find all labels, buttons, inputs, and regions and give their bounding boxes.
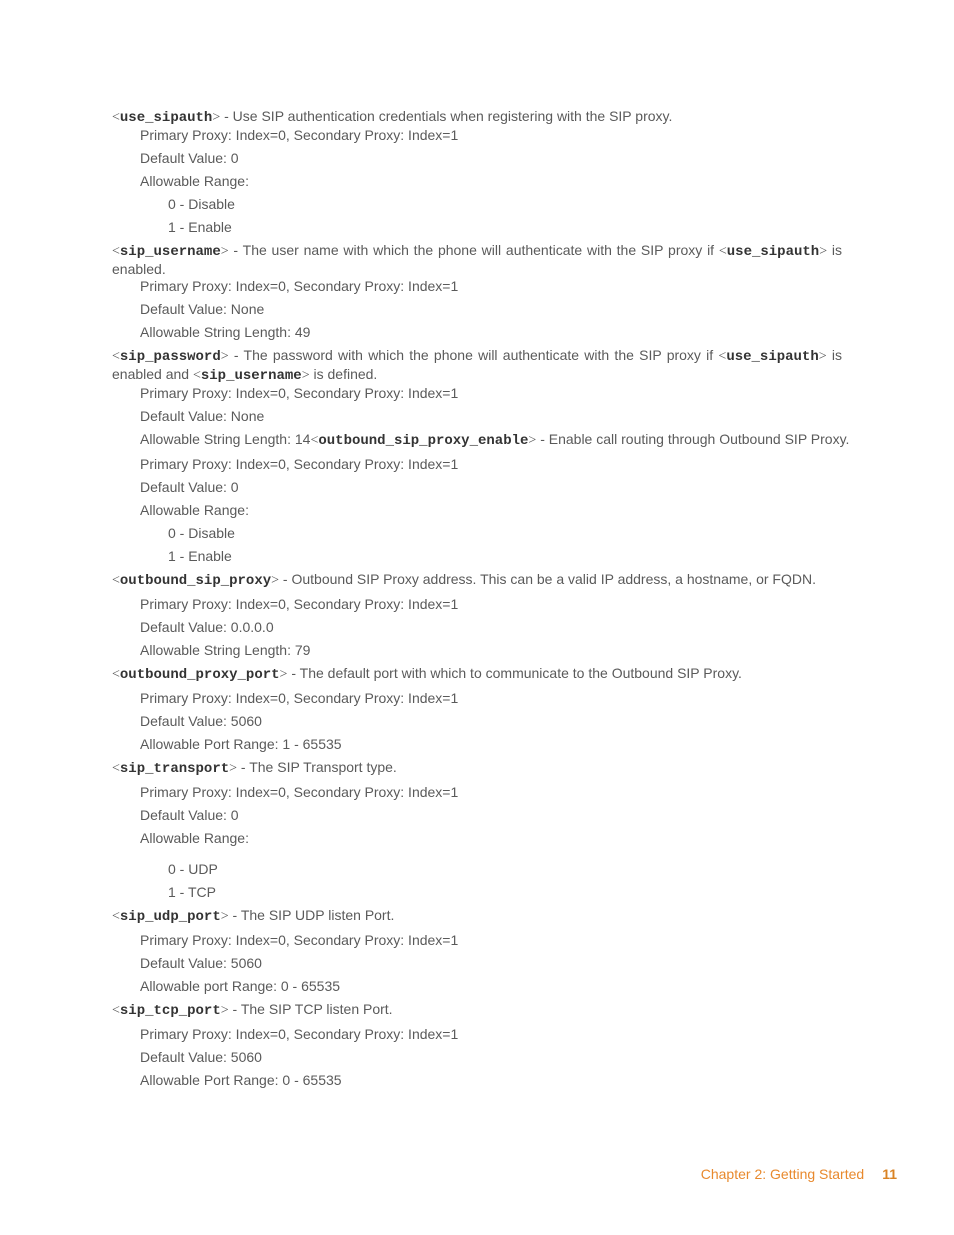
param-description: - Outbound SIP Proxy address. This can be a valid IP address, a hostname, or FQDN.: [279, 571, 816, 587]
page-number: 11: [882, 1166, 897, 1182]
param-name: sip_tcp_port: [119, 1003, 221, 1019]
param-name: use_sipauth: [119, 110, 213, 126]
default-line: Default Value: None: [140, 408, 265, 424]
param-sip-transport: <sip_transport> - The SIP Transport type.: [112, 759, 397, 777]
param-name: sip_password: [119, 349, 221, 365]
param-sip-username: <sip_username> - The user name with which the phone will authenticate with the SIP proxy if <use_sipauth> is enabled.: [112, 242, 842, 277]
range-option: 0 - Disable: [168, 525, 235, 541]
param-description: - Enable call routing through Outbound SIP Proxy.: [536, 431, 850, 447]
default-line: Default Value: None: [140, 301, 265, 317]
document-body: [112, 108, 850, 1089]
param-ref: use_sipauth: [726, 244, 820, 260]
range-line: Allowable port Range: 0 - 65535: [140, 978, 341, 994]
range-option: 0 - UDP: [168, 861, 218, 877]
index-line: Primary Proxy: Index=0, Secondary Proxy: Index=1: [140, 385, 459, 401]
index-line: Primary Proxy: Index=0, Secondary Proxy: Index=1: [140, 456, 459, 472]
default-line: Default Value: 5060: [140, 713, 262, 729]
default-line: Default Value: 0: [140, 150, 239, 166]
index-line: Primary Proxy: Index=0, Secondary Proxy: Index=1: [140, 1026, 459, 1042]
param-ref: use_sipauth: [726, 349, 819, 365]
range-label: Allowable Range:: [140, 830, 249, 846]
param-description: - The SIP UDP listen Port.: [228, 907, 395, 923]
param-name: outbound_sip_proxy: [119, 573, 272, 589]
param-outbound-proxy-port: <outbound_proxy_port> - The default port with which to communicate to the Outbound SIP Proxy.: [112, 665, 742, 683]
index-line: Primary Proxy: Index=0, Secondary Proxy: Index=1: [140, 596, 459, 612]
range-line: Allowable Port Range: 1 - 65535: [140, 736, 342, 752]
index-line: Primary Proxy: Index=0, Secondary Proxy: Index=1: [140, 690, 459, 706]
range-line: Allowable Port Range: 0 - 65535: [140, 1072, 342, 1088]
param-name: outbound_sip_proxy_enable: [318, 433, 529, 449]
index-line: Primary Proxy: Index=0, Secondary Proxy: Index=1: [140, 278, 459, 294]
param-name: sip_transport: [119, 761, 230, 777]
param-name: sip_username: [119, 244, 221, 260]
length-line: Allowable String Length: 49: [140, 324, 311, 340]
param-sip-udp-port: <sip_udp_port> - The SIP UDP listen Port.: [112, 907, 395, 925]
default-line: Default Value: 5060: [140, 955, 262, 971]
range-option: 1 - Enable: [168, 219, 232, 235]
default-line: Default Value: 0: [140, 807, 239, 823]
index-line: Primary Proxy: Index=0, Secondary Proxy: Index=1: [140, 932, 459, 948]
param-description: - The SIP TCP listen Port.: [228, 1001, 393, 1017]
range-option: 0 - Disable: [168, 196, 235, 212]
length-line-with-outbound-enable: Allowable String Length: 14<outbound_sip_proxy_enable> - Enable call routing through Outbound SIP Proxy.: [140, 431, 850, 449]
range-label: Allowable Range:: [140, 173, 249, 189]
param-name: sip_udp_port: [119, 909, 221, 925]
param-sip-tcp-port: <sip_tcp_port> - The SIP TCP listen Port.: [112, 1001, 393, 1019]
default-line: Default Value: 0.0.0.0: [140, 619, 274, 635]
range-label: Allowable Range:: [140, 502, 249, 518]
length-line: Allowable String Length: 79: [140, 642, 311, 658]
chapter-title: Chapter 2: Getting Started: [700, 1166, 865, 1182]
default-line: Default Value: 5060: [140, 1049, 262, 1065]
param-name: outbound_proxy_port: [119, 667, 280, 683]
index-line: Primary Proxy: Index=0, Secondary Proxy: Index=1: [140, 784, 459, 800]
index-line: Primary Proxy: Index=0, Secondary Proxy: Index=1: [140, 127, 459, 143]
param-use-sipauth: <use_sipauth> - Use SIP authentication credentials when registering with the SIP proxy.: [112, 108, 673, 126]
default-line: Default Value: 0: [140, 479, 239, 495]
range-option: 1 - TCP: [168, 884, 216, 900]
param-outbound-sip-proxy: <outbound_sip_proxy> - Outbound SIP Proxy address. This can be a valid IP address, a hostname, or FQDN.: [112, 571, 816, 589]
range-option: 1 - Enable: [168, 548, 232, 564]
param-description: - Use SIP authentication credentials when registering with the SIP proxy.: [220, 108, 673, 124]
param-sip-password: <sip_password> - The password with which the phone will authenticate with the SIP proxy if <use_sipauth> is enabled and <sip_username> is defined.: [112, 347, 842, 384]
param-description: - The SIP Transport type.: [237, 759, 397, 775]
param-description: - The default port with which to communicate to the Outbound SIP Proxy.: [287, 665, 742, 681]
param-ref: sip_username: [200, 368, 302, 384]
page-footer: [701, 1165, 897, 1183]
